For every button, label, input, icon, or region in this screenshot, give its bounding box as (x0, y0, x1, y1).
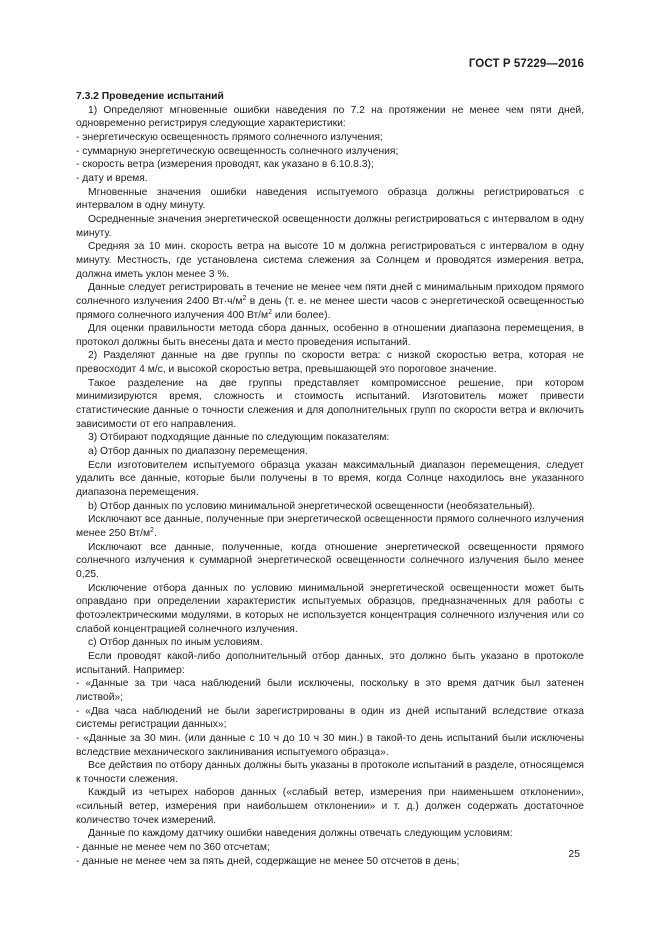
paragraph: Для оценки правильности метода сбора данных, особенно в отношении диапазона перемещения, в протокол должны быть внесены дата и место проведения испытаний. (76, 323, 584, 348)
paragraph: Все действия по отбору данных должны быть указаны в протоколе испытаний в разделе, относящемся к точности слежения. (76, 760, 584, 785)
section-body (76, 90, 584, 868)
list-item: - «Данные за три часа наблюдений были исключены, поскольку в это время датчик был затенен листвой»; (76, 678, 584, 703)
paragraph: Каждый из четырех наборов данных («слабый ветер, измерения при наименьшем отклонении», «сильный ветер, измерения при наибольшем отклонении» и т. д.) должен содержать достаточное количество точек измерений. (76, 787, 584, 826)
paragraph: Данные по каждому датчику ошибки наведения должны отвечать следующим условиям: (88, 828, 513, 840)
list-item: - «Данные за 30 мин. (или данные с 10 ч до 10 ч 30 мин.) в такой-то день испытаний были исключены вследствие механического заклинивания испытуемого образца». (76, 732, 584, 758)
paragraph: Исключение отбора данных по условию минимальной энергетической освещенности может быть оправдано при определении характеристик испытуемых образцов, предназначенных для работы с фотоэлектрическими модулями, в которых не используется концентрация солнечного излучения или со слабой концентрацией солнечного излучения. (76, 582, 584, 635)
section-heading: 7.3.2 Проведение испытаний (76, 91, 224, 102)
paragraph: а) Отбор данных по диапазону перемещения. (88, 446, 308, 458)
standard-designation: ГОСТ Р 57229—2016 (468, 58, 584, 70)
paragraph: Такое разделение на две группы представляет компромиссное решение, при котором минимизируются время, сложность и стоимость испытаний. Изготовитель может привести статистические данные о точности слежения и для дополнительных групп по скорости ветра и включить зависимости от его направления. (76, 377, 584, 430)
list-item: - данные не менее чем за пять дней, содержащие не менее 50 отсчетов в день; (76, 855, 460, 867)
paragraph: Мгновенные значения ошибки наведения испытуемого образца должны регистрироваться с интервалом в одну минуту. (76, 186, 584, 212)
paragraph: 1) Определяют мгновенные ошибки наведения по 7.2 на протяжении не менее чем пяти дней, одновременно регистрируя следующие характеристики: (76, 104, 584, 130)
list-item: - суммарную энергетическую освещенность солнечного излучения; (76, 145, 399, 157)
page-number: 25 (568, 848, 580, 860)
paragraph: 3) Отбирают подходящие данные по следующим показателям: (88, 432, 390, 444)
paragraph: Исключают все данные, полученные, когда отношение энергетической освещенности прямого солнечного излучения к суммарной энергетической освещенности солнечного излучения было менее 0,25. (76, 541, 584, 580)
paragraph: Исключают все данные, полученные при энергетической освещенности прямого солнечного излучения менее 250 $Вт/м^2$. (76, 514, 584, 539)
list-item: - дату и время. (76, 172, 148, 184)
paragraph: с) Отбор данных по иным условиям. (88, 637, 263, 649)
paragraph: Данные следует регистрировать в течение не менее чем пяти дней с минимальным приходом прямого солнечного излучения 2400 $Вт\cdot ч/м^2$ в день (т. е. не менее шести часов с энергетической освещенностью прямого солнечного излучения 400 $Вт/м^2$ или более). (76, 282, 584, 321)
list-item: - энергетическую освещенность прямого солнечного излучения; (76, 131, 383, 143)
paragraph: Средняя за 10 мин. скорость ветра на высоте 10 м должна регистрироваться с интервалом в одну минуту. Местность, где установлена система слежения за Солнцем и проводятся измерения ветра, должна иметь уклон менее 3 %. (76, 241, 584, 280)
paragraph: Если изготовителем испытуемого образца указан максимальный диапазон перемещения, следует удалить все данные, которые были получены в то время, когда Солнце находилось вне указанного диапазона перемещения. (76, 459, 584, 499)
paragraph: 2) Разделяют данные на две группы по скорости ветра: с низкой скоростью ветра, которая не превосходит 4 м/с, и высокой скоростью ветра, превышающей это пороговое значение. (76, 350, 584, 376)
list-item: - «Два часа наблюдений не были зарегистрированы в один из дней испытаний вследствие отказа системы регистрации данных»; (76, 705, 584, 731)
list-item: - скорость ветра (измерения проводят, как указано в 6.10.8.3); (76, 159, 374, 171)
paragraph: Осредненные значения энергетической освещенности должны регистрироваться с интервалом в одну минуту. (76, 213, 584, 239)
paragraph: b) Отбор данных по условию минимальной энергетической освещенности (необязательный). (88, 500, 536, 512)
list-item: - данные не менее чем по 360 отсчетам; (76, 842, 270, 854)
paragraph: Если проводят какой-либо дополнительный отбор данных, это должно быть указано в протоколе испытаний. Например: (76, 650, 584, 676)
